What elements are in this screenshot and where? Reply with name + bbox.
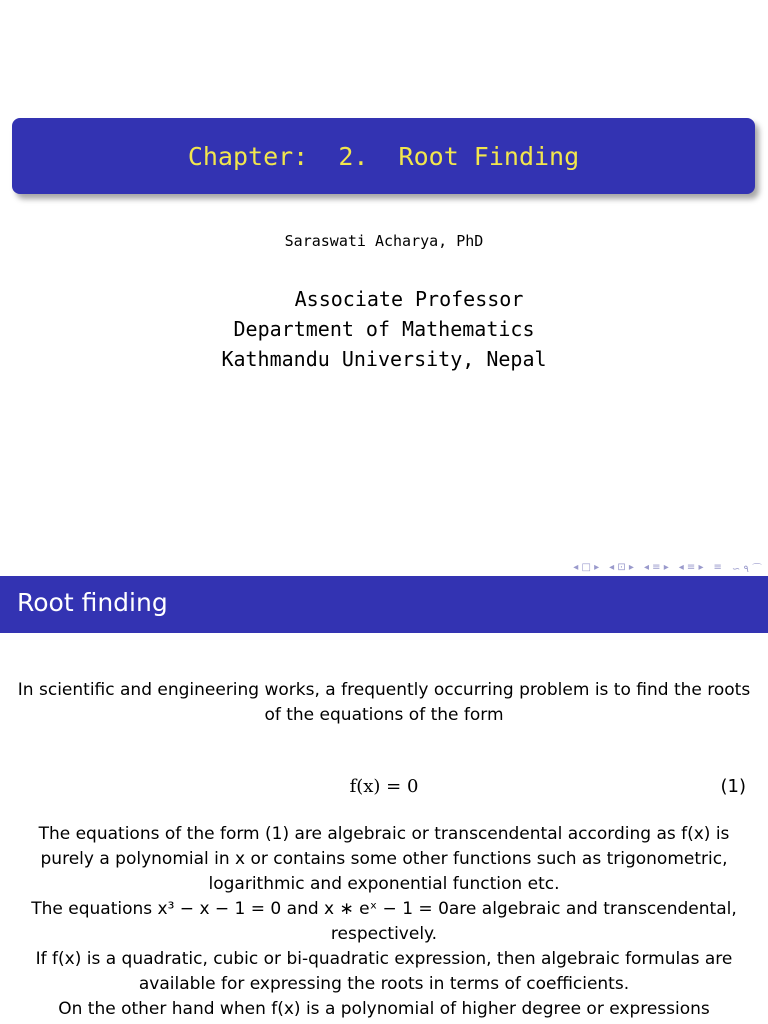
body-paragraph [14,822,754,1022]
nav-search-icon[interactable]: ∽ ۹ ⌒ [731,563,762,575]
equation: f(x) = 0 [349,776,419,797]
frame-title: Root finding [17,588,168,617]
intro-paragraph: In scientific and engineering works, a frequently occurring problem is to find the roots of the equations of the form [17,680,751,725]
beamer-navigation-bar [573,560,762,574]
text-line: On the other hand when f(x) is a polynomial of higher degree or expressions [58,999,710,1019]
nav-frame-icon[interactable]: ◂ □ ▸ [573,561,600,573]
nav-section-icon[interactable]: ◂ ≡ ▸ [643,561,669,573]
text-line: available for expressing the roots in terms of coefficients. [138,974,630,994]
nav-subsection-icon[interactable]: ◂ ⊡ ▸ [609,561,634,573]
text-line: respectively. [330,924,438,944]
nav-outline-icon[interactable]: ≡ [713,561,722,573]
text-line: If f(x) is a quadratic, cubic or bi-quadratic expression, then algebraic formulas are [35,949,733,969]
affiliation-line: Department of Mathematics [233,317,535,341]
equation-row [0,776,768,802]
text-line: The equations x³ − x − 1 = 0 and x ∗ eˣ − 1 = 0are algebraic and transcendental, [31,899,737,919]
text-line: purely a polynomial in x or contains some other functions such as trigonometric, [40,849,728,869]
text-line: The equations of the form (1) are algebraic or transcendental according as f(x) is [38,824,730,844]
author-name: Saraswati Acharya, PhD [284,232,484,250]
equation-number: (1) [720,776,746,797]
frame-title-bar [0,576,768,633]
chapter-title: Chapter: 2. Root Finding [187,141,580,171]
text-line: logarithmic and exponential function etc. [208,874,560,894]
affiliation-line: Associate Professor [294,287,524,311]
nav-document-icon[interactable]: ◂ ≡ ▸ [678,561,704,573]
affiliation-block [0,284,768,374]
title-block [12,118,755,194]
affiliation-line: Kathmandu University, Nepal [221,347,547,371]
content-slide [0,576,768,1024]
